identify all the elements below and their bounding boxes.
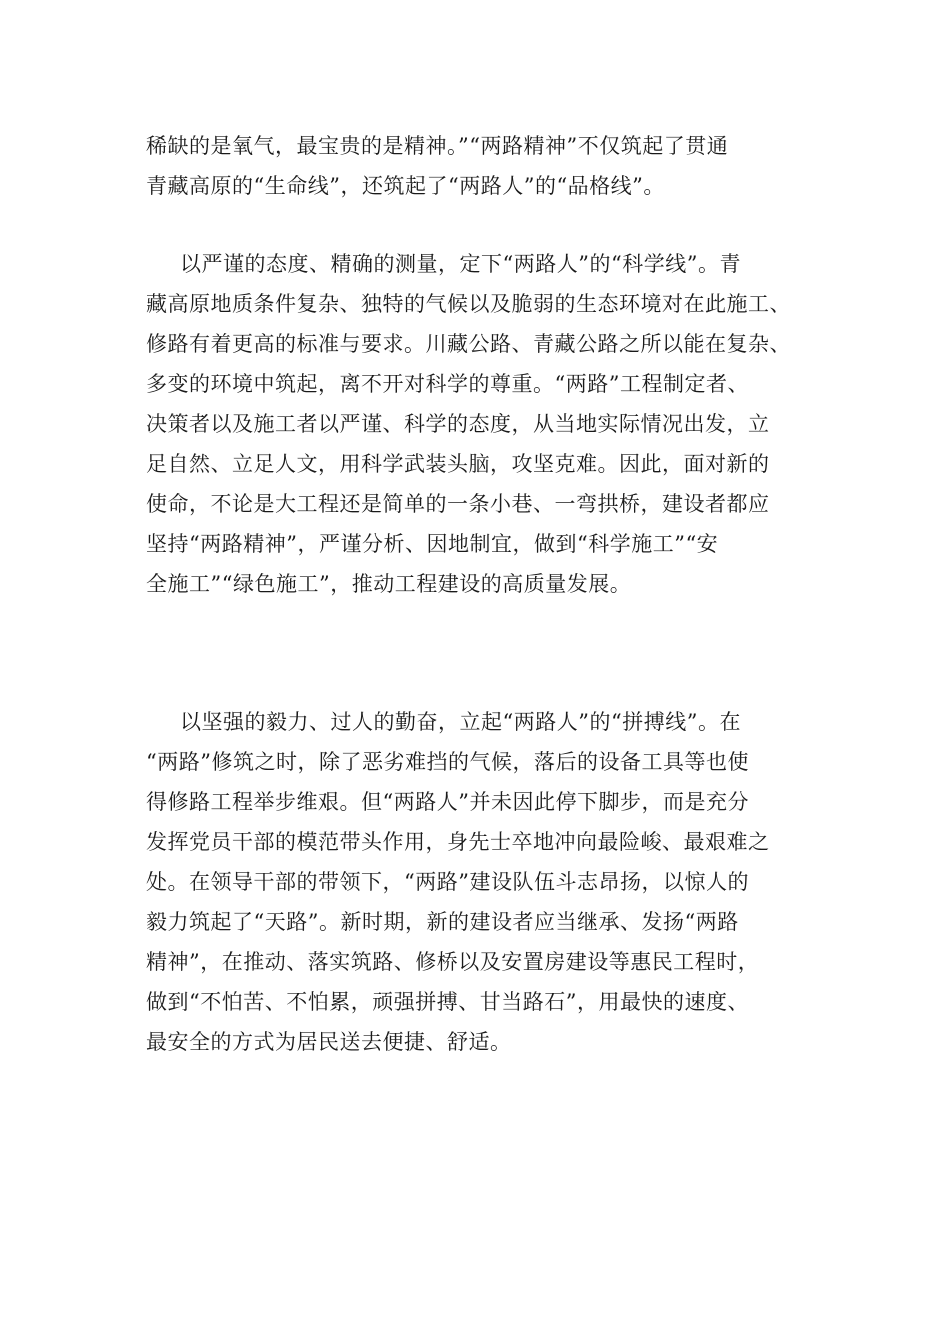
paragraph-line: 青藏高原的“生命线”，还筑起了“两路人”的“品格线”。 [146, 174, 665, 198]
paragraph-line: 最安全的方式为居民送去便捷、舒适。 [146, 1030, 512, 1054]
paragraph-line: 以严谨的态度、精确的测量，定下“两路人”的“科学线”。青 [180, 252, 741, 276]
paragraph-line: 坚持“两路精神”，严谨分析、因地制宜，做到“科学施工”“安 [146, 532, 719, 556]
paragraph-3 [146, 702, 816, 1062]
paragraph-line: 足自然、立足人文，用科学武装头脑，攻坚克难。因此，面对新的 [146, 452, 770, 476]
paragraph-2 [146, 244, 816, 604]
paragraph-line: 藏高原地质条件复杂、独特的气候以及脆弱的生态环境对在此施工、 [146, 292, 791, 316]
paragraph-line: 发挥党员干部的模范带头作用，身先士卒地冲向最险峻、最艰难之 [146, 830, 770, 854]
paragraph-line: 全施工”“绿色施工”，推动工程建设的高质量发展。 [146, 572, 632, 596]
paragraph-line: 决策者以及施工者以严谨、科学的态度，从当地实际情况出发，立 [146, 412, 770, 436]
paragraph-line: 多变的环境中筑起，离不开对科学的尊重。“两路”工程制定者、 [146, 372, 749, 396]
paragraph-line: 处。在领导干部的带领下，“两路”建设队伍斗志昂扬，以惊人的 [146, 870, 749, 894]
paragraph-line: 使命，不论是大工程还是简单的一条小巷、一弯拱桥，建设者都应 [146, 492, 770, 516]
paragraph-1 [146, 126, 816, 206]
paragraph-line: 精神”，在推动、落实筑路、修桥以及安置房建设等惠民工程时， [146, 950, 760, 974]
paragraph-line: 以坚强的毅力、过人的勤奋，立起“两路人”的“拼搏线”。在 [180, 710, 741, 734]
paragraph-line: 修路有着更高的标准与要求。川藏公路、青藏公路之所以能在复杂、 [146, 332, 791, 356]
paragraph-line: 做到“不怕苦、不怕累，顽强拼搏、甘当路石”，用最快的速度、 [146, 990, 749, 1014]
paragraph-line: 毅力筑起了“天路”。新时期，新的建设者应当继承、发扬“两路 [146, 910, 739, 934]
paragraph-line: “两路”修筑之时，除了恶劣难挡的气候，落后的设备工具等也使 [146, 750, 749, 774]
paragraph-line: 得修路工程举步维艰。但“两路人”并未因此停下脚步，而是充分 [146, 790, 749, 814]
paragraph-line: 稀缺的是氧气，最宝贵的是精神。”“两路精神”不仅筑起了贯通 [146, 134, 729, 158]
